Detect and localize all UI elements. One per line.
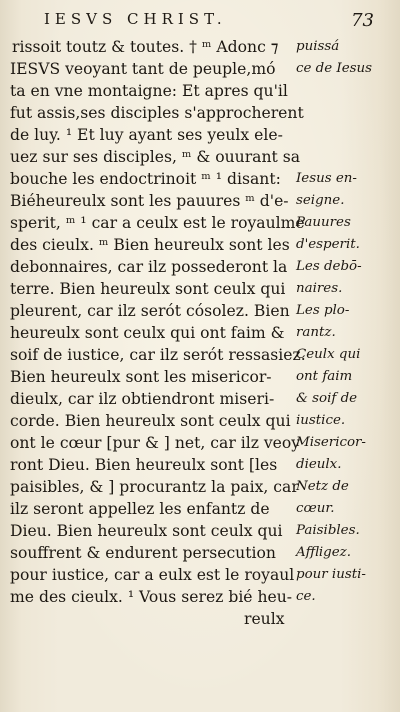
body-text: fut assis,ses disciples s'approcherent (10, 104, 304, 122)
text-line (0, 278, 400, 300)
text-line (0, 58, 400, 80)
text-line (0, 498, 400, 520)
margin-note: Misericor- (296, 435, 366, 450)
body-text: me des cieulx. ¹ Vous serez bié heu- (10, 588, 293, 606)
body-text: ta en vne montaigne: Et apres qu'il (10, 82, 288, 100)
body-text: heureulx sont ceulx qui ont faim & (10, 324, 285, 342)
body-text: paisibles, & ] procurantz la paix, car (10, 478, 299, 496)
margin-note: rantz. (296, 325, 336, 340)
text-line (0, 212, 400, 234)
text-line (0, 102, 400, 124)
body-text: debonnaires, car ilz possederont la (10, 258, 288, 276)
margin-note: Les plo- (296, 303, 350, 318)
text-line (0, 432, 400, 454)
margin-note: & soif de (296, 391, 358, 406)
text-line (0, 520, 400, 542)
catchword-line (0, 608, 400, 630)
catchword: reulx (244, 610, 285, 628)
text-line (0, 36, 400, 58)
margin-note: Affligez. (296, 545, 351, 560)
text-line (0, 146, 400, 168)
body-text: corde. Bien heureulx sont ceulx qui (10, 412, 291, 430)
body-text: rissoit toutz & toutes. † ᵐ Adonc ⁊ (12, 38, 279, 56)
text-line (0, 586, 400, 608)
body-text: ilz seront appellez les enfantz de (10, 500, 270, 518)
body-text: ront Dieu. Bien heureulx sont [les (10, 456, 278, 474)
text-line (0, 454, 400, 476)
body-text: Dieu. Bien heureulx sont ceulx qui (10, 522, 283, 540)
text-line (0, 366, 400, 388)
margin-note: iustice. (296, 413, 346, 428)
text-line (0, 388, 400, 410)
text-block (0, 36, 400, 630)
margin-note: pour iusti- (296, 567, 366, 582)
body-text: soif de iustice, car ilz serót ressasiez. (10, 346, 306, 364)
margin-note: ont faim (296, 369, 353, 384)
page-number: 73 (351, 10, 374, 31)
text-line (0, 564, 400, 586)
text-line (0, 476, 400, 498)
body-text: sperit, ᵐ ¹ car a ceulx est le royaulme (10, 214, 305, 232)
body-text: IESVS veoyant tant de peuple,mó (10, 60, 276, 78)
margin-note: ce. (296, 589, 316, 604)
body-text: ont le cœur [pur & ] net, car ilz veoy (10, 434, 301, 452)
body-text: bouche les endoctrinoit ᵐ ¹ disant: (10, 170, 281, 188)
running-head (44, 10, 374, 32)
body-text: pour iustice, car a eulx est le royaul (10, 566, 295, 584)
margin-note: ce de Iesus (296, 61, 373, 76)
text-line (0, 234, 400, 256)
margin-note: Pauures (296, 215, 351, 230)
margin-note: Les debō- (296, 259, 362, 274)
text-line (0, 410, 400, 432)
margin-note: seigne. (296, 193, 345, 208)
text-line (0, 124, 400, 146)
margin-note: dieulx. (296, 457, 342, 472)
margin-note: Netz de (296, 479, 349, 494)
margin-note: puissá (296, 39, 340, 54)
margin-note: d'esperit. (296, 237, 360, 252)
text-line (0, 256, 400, 278)
margin-note: naires. (296, 281, 343, 296)
text-line (0, 300, 400, 322)
body-text: des cieulx. ᵐ Bien heureulx sont les (10, 236, 290, 254)
text-line (0, 322, 400, 344)
body-text: de luy. ¹ Et luy ayant ses yeulx ele- (10, 126, 283, 144)
text-line (0, 80, 400, 102)
text-line (0, 168, 400, 190)
running-title: IESVS CHRIST. (44, 10, 227, 28)
margin-note: Ceulx qui (296, 347, 361, 362)
text-line (0, 344, 400, 366)
body-text: Bien heureulx sont les misericor- (10, 368, 272, 386)
body-text: dieulx, car ilz obtiendront miseri- (10, 390, 275, 408)
body-text: souffrent & endurent persecution (10, 544, 276, 562)
margin-note: Iesus en- (296, 171, 357, 186)
body-text: terre. Bien heureulx sont ceulx qui (10, 280, 286, 298)
margin-note: cœur. (296, 501, 335, 516)
text-line (0, 542, 400, 564)
body-text: pleurent, car ilz serót cósolez. Bien (10, 302, 290, 320)
body-text: uez sur ses disciples, ᵐ & ouurant sa (10, 148, 301, 166)
body-text: Biéheureulx sont les pauures ᵐ d'e- (10, 192, 289, 210)
text-line (0, 190, 400, 212)
margin-note: Paisibles. (296, 523, 360, 538)
